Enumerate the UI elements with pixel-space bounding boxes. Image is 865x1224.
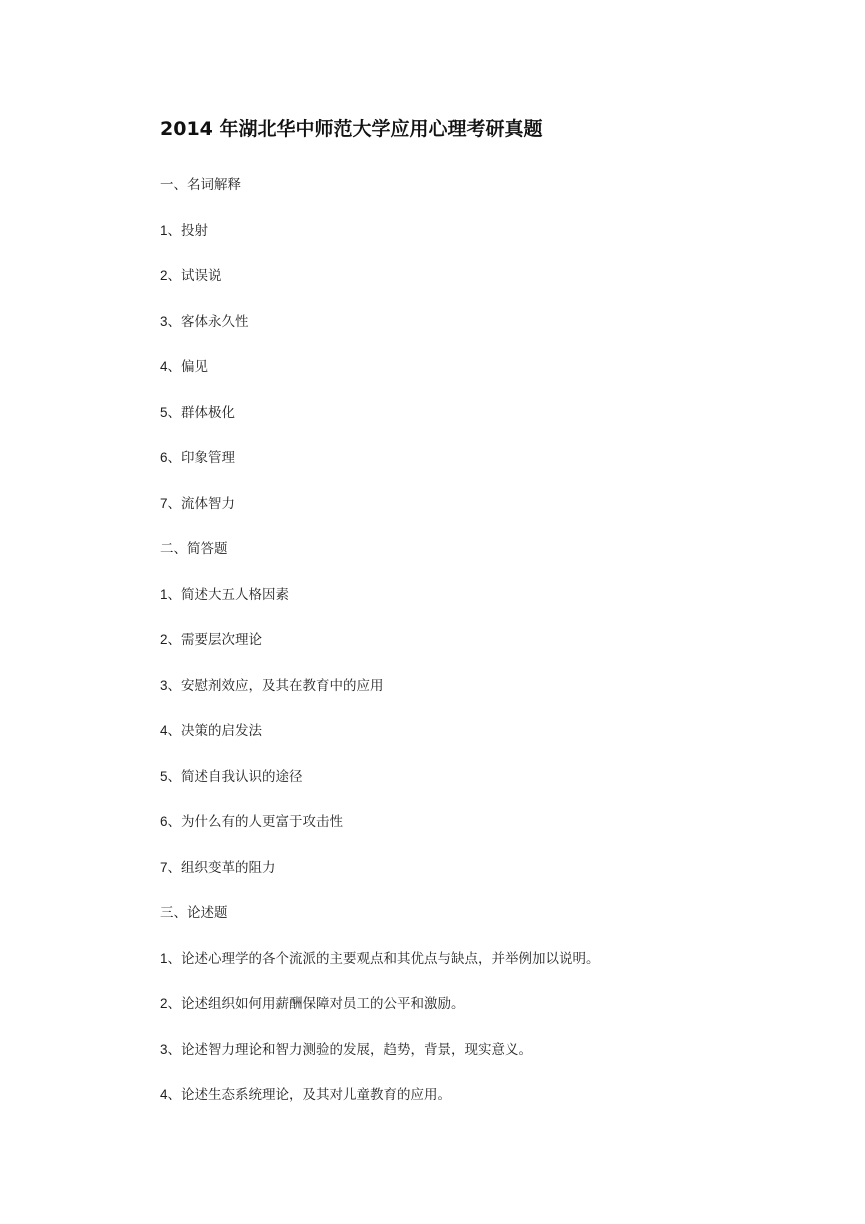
question-item — [160, 491, 720, 537]
question-item — [160, 627, 720, 673]
question-item — [160, 991, 720, 1037]
question-separator: 、 — [167, 222, 182, 239]
question-separator: 、 — [167, 1041, 182, 1058]
question-item — [160, 309, 720, 355]
question-separator: 、 — [167, 677, 182, 694]
question-text: 客体永久性 — [181, 313, 249, 330]
question-item — [160, 764, 720, 810]
question-text: 论述智力理论和智力测验的发展，趋势，背景，现实意义。 — [181, 1041, 533, 1058]
question-text: 简述大五人格因素 — [181, 586, 290, 603]
question-number: 4 — [160, 723, 168, 738]
question-number: 5 — [160, 404, 168, 420]
question-text: 试误说 — [181, 268, 222, 284]
question-text: 论述心理学的各个流派的主要观点和其优点与缺点，并举例加以说明。 — [181, 950, 600, 967]
question-separator: 、 — [167, 1087, 182, 1103]
question-separator: 、 — [167, 723, 182, 739]
document-title: 2014 年湖北华中师范大学应用心理考研真题 — [160, 118, 543, 140]
question-item — [160, 400, 720, 446]
question-text: 投射 — [181, 222, 209, 239]
question-item — [160, 946, 720, 992]
question-number: 7 — [160, 859, 168, 875]
question-item — [160, 582, 720, 628]
question-text: 论述组织如何用薪酬保障对员工的公平和激励。 — [181, 996, 465, 1012]
question-separator: 、 — [167, 313, 182, 330]
question-number: 3 — [160, 313, 168, 329]
question-item — [160, 1037, 720, 1083]
question-text: 流体智力 — [181, 495, 236, 512]
question-separator: 、 — [167, 859, 182, 876]
question-item — [160, 673, 720, 719]
question-text: 论述生态系统理论，及其对儿童教育的应用。 — [181, 1087, 452, 1103]
document-body — [160, 172, 720, 1128]
question-separator: 、 — [167, 768, 182, 785]
section-heading-short-answer: 二、简答题 — [160, 541, 228, 557]
question-number: 4 — [160, 359, 168, 374]
question-text: 简述自我认识的途径 — [181, 768, 303, 785]
question-text: 决策的启发法 — [181, 723, 263, 739]
section-heading-terms: 一、名词解释 — [160, 177, 241, 193]
question-separator: 、 — [167, 950, 182, 967]
question-item — [160, 445, 720, 491]
question-separator: 、 — [167, 586, 182, 603]
question-number: 1 — [160, 586, 168, 602]
question-text: 群体极化 — [181, 404, 236, 421]
question-separator: 、 — [167, 450, 182, 466]
question-item — [160, 218, 720, 264]
question-number: 6 — [160, 450, 168, 465]
question-number: 2 — [160, 268, 168, 283]
question-number: 2 — [160, 632, 168, 647]
question-text: 组织变革的阻力 — [181, 859, 276, 876]
question-item — [160, 263, 720, 309]
question-separator: 、 — [167, 404, 182, 421]
section-heading-essay: 三、论述题 — [160, 905, 228, 921]
question-number: 7 — [160, 495, 168, 511]
question-text: 偏见 — [181, 359, 209, 375]
question-text: 为什么有的人更富于攻击性 — [181, 814, 344, 830]
question-item — [160, 718, 720, 764]
question-number: 6 — [160, 814, 168, 829]
question-number: 1 — [160, 950, 168, 966]
question-number: 3 — [160, 1041, 168, 1057]
question-separator: 、 — [167, 495, 182, 512]
question-text: 印象管理 — [181, 450, 236, 466]
question-separator: 、 — [167, 632, 182, 648]
question-number: 1 — [160, 222, 168, 238]
question-separator: 、 — [167, 359, 182, 375]
question-separator: 、 — [167, 996, 182, 1012]
question-text: 需要层次理论 — [181, 632, 263, 648]
question-separator: 、 — [167, 814, 182, 830]
question-item — [160, 1082, 720, 1128]
question-number: 4 — [160, 1087, 168, 1102]
question-number: 5 — [160, 768, 168, 784]
question-text: 安慰剂效应，及其在教育中的应用 — [181, 677, 384, 694]
question-item — [160, 809, 720, 855]
question-separator: 、 — [167, 268, 182, 284]
question-item — [160, 855, 720, 901]
question-number: 3 — [160, 677, 168, 693]
question-item — [160, 354, 720, 400]
question-number: 2 — [160, 996, 168, 1011]
